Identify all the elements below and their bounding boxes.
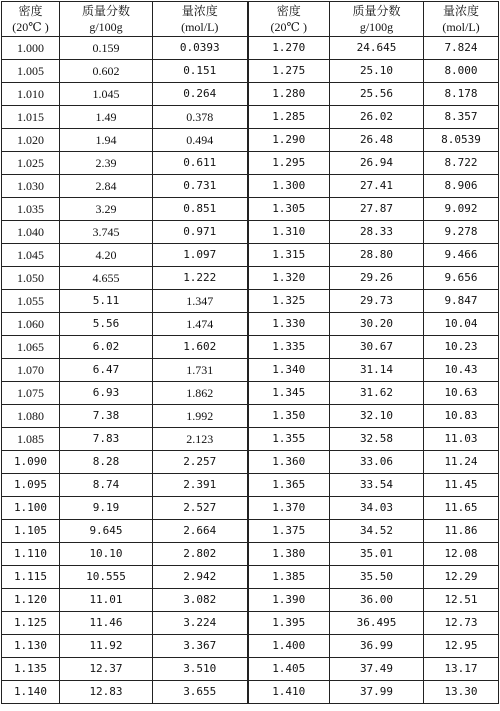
table-row	[2, 60, 499, 83]
molarity-cell: 1.474	[153, 313, 248, 336]
density-cell: 1.130	[2, 635, 60, 658]
mass-fraction-cell: 27.87	[330, 198, 424, 221]
molarity-cell: 13.17	[424, 658, 499, 681]
table-row	[2, 37, 499, 60]
molarity-cell: 9.278	[424, 221, 499, 244]
mass-fraction-cell: 2.39	[60, 152, 153, 175]
header-unit: (20℃ )	[270, 20, 307, 34]
mass-fraction-cell: 32.58	[330, 428, 424, 451]
table-row	[2, 681, 499, 704]
table-row	[2, 221, 499, 244]
header-unit: (20℃ )	[12, 20, 49, 34]
mass-fraction-cell: 27.41	[330, 175, 424, 198]
density-cell: 1.325	[248, 290, 330, 313]
molarity-cell: 12.29	[424, 566, 499, 589]
table-row	[2, 129, 499, 152]
mass-fraction-cell: 24.645	[330, 37, 424, 60]
mass-fraction-cell: 9.19	[60, 497, 153, 520]
density-cell: 1.280	[248, 83, 330, 106]
molarity-cell: 1.992	[153, 405, 248, 428]
molarity-cell: 1.097	[153, 244, 248, 267]
molarity-cell: 2.942	[153, 566, 248, 589]
molarity-cell: 3.367	[153, 635, 248, 658]
molarity-cell: 3.082	[153, 589, 248, 612]
mass-fraction-cell: 1.94	[60, 129, 153, 152]
table-row	[2, 612, 499, 635]
molarity-cell: 0.731	[153, 175, 248, 198]
mass-fraction-cell: 35.01	[330, 543, 424, 566]
header-label: 量浓度	[181, 4, 218, 18]
table-row	[2, 497, 499, 520]
molarity-cell: 1.602	[153, 336, 248, 359]
density-cell: 1.320	[248, 267, 330, 290]
density-cell: 1.115	[2, 566, 60, 589]
mass-fraction-cell: 7.38	[60, 405, 153, 428]
mass-fraction-cell: 10.555	[60, 566, 153, 589]
density-cell: 1.085	[2, 428, 60, 451]
mass-fraction-cell: 36.495	[330, 612, 424, 635]
table-row	[2, 359, 499, 382]
mass-fraction-cell: 30.67	[330, 336, 424, 359]
density-cell: 1.375	[248, 520, 330, 543]
density-cell: 1.070	[2, 359, 60, 382]
density-cell: 1.315	[248, 244, 330, 267]
mass-fraction-cell: 28.80	[330, 244, 424, 267]
mass-fraction-cell: 2.84	[60, 175, 153, 198]
table-row	[2, 244, 499, 267]
mass-fraction-cell: 34.03	[330, 497, 424, 520]
density-cell: 1.005	[2, 60, 60, 83]
mass-fraction-cell: 31.62	[330, 382, 424, 405]
table-row	[2, 405, 499, 428]
density-cell: 1.400	[248, 635, 330, 658]
header-unit: g/100g	[89, 20, 123, 34]
table-header	[2, 2, 499, 37]
mass-fraction-cell: 34.52	[330, 520, 424, 543]
molarity-cell: 8.357	[424, 106, 499, 129]
density-cell: 1.405	[248, 658, 330, 681]
molarity-cell: 0.971	[153, 221, 248, 244]
mass-fraction-cell: 8.28	[60, 451, 153, 474]
molarity-cell: 11.65	[424, 497, 499, 520]
density-cell: 1.385	[248, 566, 330, 589]
molarity-cell: 0.151	[153, 60, 248, 83]
density-cell: 1.095	[2, 474, 60, 497]
mass-fraction-cell: 37.99	[330, 681, 424, 704]
molarity-cell: 0.611	[153, 152, 248, 175]
density-cell: 1.350	[248, 405, 330, 428]
molarity-cell: 12.95	[424, 635, 499, 658]
molarity-cell: 10.63	[424, 382, 499, 405]
mass-fraction-cell: 33.54	[330, 474, 424, 497]
density-cell: 1.080	[2, 405, 60, 428]
mass-fraction-cell: 11.46	[60, 612, 153, 635]
molarity-cell: 0.264	[153, 83, 248, 106]
mass-fraction-cell: 3.29	[60, 198, 153, 221]
header-label: 密度	[276, 4, 301, 18]
molarity-cell: 11.45	[424, 474, 499, 497]
table-row	[2, 152, 499, 175]
mass-fraction-cell: 6.02	[60, 336, 153, 359]
density-cell: 1.410	[248, 681, 330, 704]
density-cell: 1.120	[2, 589, 60, 612]
molarity-cell: 13.30	[424, 681, 499, 704]
table-row	[2, 589, 499, 612]
density-cell: 1.060	[2, 313, 60, 336]
molarity-cell: 11.24	[424, 451, 499, 474]
table-row	[2, 658, 499, 681]
mass-fraction-cell: 28.33	[330, 221, 424, 244]
density-cell: 1.000	[2, 37, 60, 60]
mass-fraction-cell: 9.645	[60, 520, 153, 543]
density-cell: 1.055	[2, 290, 60, 313]
molarity-cell: 2.257	[153, 451, 248, 474]
molarity-cell: 12.73	[424, 612, 499, 635]
table-row	[2, 336, 499, 359]
density-cell: 1.015	[2, 106, 60, 129]
molarity-cell: 9.656	[424, 267, 499, 290]
table-row	[2, 520, 499, 543]
table-row	[2, 267, 499, 290]
header-molarity-left	[153, 2, 248, 37]
mass-fraction-cell: 36.00	[330, 589, 424, 612]
mass-fraction-cell: 26.48	[330, 129, 424, 152]
header-density-left	[2, 2, 60, 37]
table-row	[2, 543, 499, 566]
mass-fraction-cell: 5.56	[60, 313, 153, 336]
density-cell: 1.355	[248, 428, 330, 451]
table-row	[2, 313, 499, 336]
mass-fraction-cell: 35.50	[330, 566, 424, 589]
molarity-cell: 9.847	[424, 290, 499, 313]
mass-fraction-cell: 12.83	[60, 681, 153, 704]
density-cell: 1.285	[248, 106, 330, 129]
mass-fraction-cell: 3.745	[60, 221, 153, 244]
mass-fraction-cell: 26.02	[330, 106, 424, 129]
density-cell: 1.045	[2, 244, 60, 267]
header-row	[2, 2, 499, 37]
density-cell: 1.310	[248, 221, 330, 244]
mass-fraction-cell: 11.01	[60, 589, 153, 612]
mass-fraction-cell: 4.655	[60, 267, 153, 290]
density-cell: 1.025	[2, 152, 60, 175]
molarity-cell: 2.123	[153, 428, 248, 451]
molarity-cell: 2.664	[153, 520, 248, 543]
molarity-cell: 1.347	[153, 290, 248, 313]
header-unit: (mol/L)	[442, 20, 480, 34]
density-cell: 1.295	[248, 152, 330, 175]
density-cell: 1.275	[248, 60, 330, 83]
density-cell: 1.335	[248, 336, 330, 359]
density-cell: 1.365	[248, 474, 330, 497]
table-row	[2, 83, 499, 106]
molarity-cell: 1.862	[153, 382, 248, 405]
table-row	[2, 451, 499, 474]
density-cell: 1.125	[2, 612, 60, 635]
density-cell: 1.370	[248, 497, 330, 520]
mass-fraction-cell: 1.49	[60, 106, 153, 129]
mass-fraction-cell: 25.56	[330, 83, 424, 106]
mass-fraction-cell: 29.26	[330, 267, 424, 290]
density-cell: 1.135	[2, 658, 60, 681]
table-body	[2, 37, 499, 704]
mass-fraction-cell: 0.159	[60, 37, 153, 60]
molarity-cell: 12.51	[424, 589, 499, 612]
mass-fraction-cell: 29.73	[330, 290, 424, 313]
molarity-cell: 11.03	[424, 428, 499, 451]
density-cell: 1.110	[2, 543, 60, 566]
density-concentration-table	[1, 1, 499, 704]
molarity-cell: 2.802	[153, 543, 248, 566]
molarity-cell: 0.494	[153, 129, 248, 152]
header-molarity-right	[424, 2, 499, 37]
density-cell: 1.010	[2, 83, 60, 106]
header-label: 量浓度	[442, 4, 479, 18]
mass-fraction-cell: 31.14	[330, 359, 424, 382]
molarity-cell: 8.178	[424, 83, 499, 106]
molarity-cell: 10.23	[424, 336, 499, 359]
mass-fraction-cell: 37.49	[330, 658, 424, 681]
mass-fraction-cell: 6.93	[60, 382, 153, 405]
molarity-cell: 10.83	[424, 405, 499, 428]
molarity-cell: 7.824	[424, 37, 499, 60]
table-row	[2, 566, 499, 589]
mass-fraction-cell: 32.10	[330, 405, 424, 428]
molarity-cell: 2.391	[153, 474, 248, 497]
mass-fraction-cell: 26.94	[330, 152, 424, 175]
density-cell: 1.305	[248, 198, 330, 221]
density-cell: 1.300	[248, 175, 330, 198]
molarity-cell: 0.0393	[153, 37, 248, 60]
molarity-cell: 3.510	[153, 658, 248, 681]
density-cell: 1.035	[2, 198, 60, 221]
molarity-cell: 8.0539	[424, 129, 499, 152]
molarity-cell: 11.86	[424, 520, 499, 543]
molarity-cell: 10.43	[424, 359, 499, 382]
density-cell: 1.020	[2, 129, 60, 152]
density-cell: 1.140	[2, 681, 60, 704]
mass-fraction-cell: 7.83	[60, 428, 153, 451]
molarity-cell: 0.851	[153, 198, 248, 221]
molarity-cell: 2.527	[153, 497, 248, 520]
density-cell: 1.360	[248, 451, 330, 474]
molarity-cell: 9.092	[424, 198, 499, 221]
mass-fraction-cell: 5.11	[60, 290, 153, 313]
molarity-cell: 3.655	[153, 681, 248, 704]
molarity-cell: 1.731	[153, 359, 248, 382]
density-cell: 1.330	[248, 313, 330, 336]
mass-fraction-cell: 1.045	[60, 83, 153, 106]
table-row	[2, 106, 499, 129]
density-cell: 1.345	[248, 382, 330, 405]
density-cell: 1.075	[2, 382, 60, 405]
density-cell: 1.065	[2, 336, 60, 359]
molarity-cell: 3.224	[153, 612, 248, 635]
density-cell: 1.100	[2, 497, 60, 520]
header-unit: g/100g	[359, 20, 394, 34]
density-cell: 1.395	[248, 612, 330, 635]
mass-fraction-cell: 12.37	[60, 658, 153, 681]
table-row	[2, 635, 499, 658]
density-cell: 1.030	[2, 175, 60, 198]
molarity-cell: 10.04	[424, 313, 499, 336]
header-label: 密度	[18, 4, 43, 18]
molarity-cell: 9.466	[424, 244, 499, 267]
mass-fraction-cell: 4.20	[60, 244, 153, 267]
table-row	[2, 428, 499, 451]
molarity-cell: 8.000	[424, 60, 499, 83]
header-mass-fraction-right	[330, 2, 424, 37]
table-row	[2, 175, 499, 198]
density-cell: 1.040	[2, 221, 60, 244]
header-density-right	[248, 2, 330, 37]
density-cell: 1.090	[2, 451, 60, 474]
density-cell: 1.380	[248, 543, 330, 566]
mass-fraction-cell: 11.92	[60, 635, 153, 658]
molarity-cell: 12.08	[424, 543, 499, 566]
header-mass-fraction-left	[60, 2, 153, 37]
density-cell: 1.390	[248, 589, 330, 612]
mass-fraction-cell: 33.06	[330, 451, 424, 474]
mass-fraction-cell: 0.602	[60, 60, 153, 83]
molarity-cell: 8.722	[424, 152, 499, 175]
table-row	[2, 290, 499, 313]
table-row	[2, 382, 499, 405]
density-cell: 1.270	[248, 37, 330, 60]
table-row	[2, 198, 499, 221]
header-label: 质量分数	[352, 4, 401, 18]
table-row	[2, 474, 499, 497]
header-unit: (mol/L)	[181, 20, 219, 34]
mass-fraction-cell: 8.74	[60, 474, 153, 497]
molarity-cell: 0.378	[153, 106, 248, 129]
mass-fraction-cell: 25.10	[330, 60, 424, 83]
mass-fraction-cell: 6.47	[60, 359, 153, 382]
density-cell: 1.290	[248, 129, 330, 152]
header-label: 质量分数	[81, 4, 130, 18]
density-cell: 1.340	[248, 359, 330, 382]
mass-fraction-cell: 30.20	[330, 313, 424, 336]
mass-fraction-cell: 36.99	[330, 635, 424, 658]
molarity-cell: 1.222	[153, 267, 248, 290]
mass-fraction-cell: 10.10	[60, 543, 153, 566]
molarity-cell: 8.906	[424, 175, 499, 198]
density-cell: 1.105	[2, 520, 60, 543]
density-cell: 1.050	[2, 267, 60, 290]
